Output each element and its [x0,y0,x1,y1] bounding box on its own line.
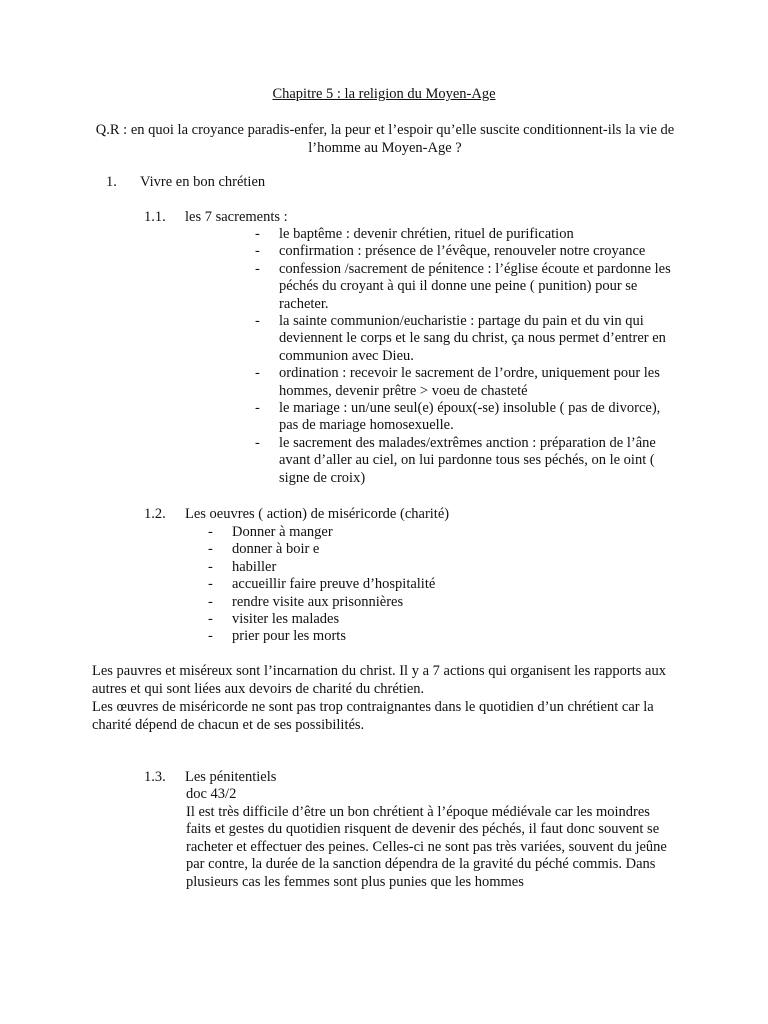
list-item [208,594,508,611]
list-dash: - [255,434,260,451]
list-dash: - [208,628,213,645]
list-dash: - [208,593,213,610]
list-item [208,628,508,645]
list-item-text: confirmation : présence de l’évêque, renouveler notre croyance [279,243,646,260]
list-item-text: la sainte communion/eucharistie : partage du pain et du vin qui deviennent le corps et le sang du christ, ça nous permet d’entrer en communion avec Dieu. [279,313,666,364]
section-1-2-title: Les oeuvres ( action) de miséricorde (charité) [185,506,450,522]
list-item [255,435,675,487]
list-dash: - [255,313,260,330]
list-item-text: prier pour les morts [232,628,346,645]
section-1-1-heading [144,209,288,226]
list-item [255,261,675,313]
list-dash: - [255,226,260,242]
doc-reference: doc 43/2 [186,786,237,802]
list-item-text: le sacrement des malades/extrêmes anction : préparation de l’âne avant d’aller au ciel, on lui pardonne tous ses péchés, on le oint ( signe de croix) [279,434,656,486]
list-item [208,611,508,628]
list-dash: - [208,576,213,593]
body-paragraph [92,662,692,734]
oeuvres-list [208,524,508,646]
list-item [208,524,508,541]
list-dash: - [255,243,260,260]
list-item [255,313,675,365]
list-item [255,226,675,243]
list-item-text: visiter les malades [232,611,340,628]
list-item [255,243,675,260]
list-item-text: ordination : recevoir le sacrement de l’ordre, uniquement pour les hommes, devenir prêtre > voeu de chasteté [279,365,660,399]
paragraph-line-2: Les œuvres de miséricorde ne sont pas trop contraignantes dans le quotidien d’un chrétient car la charité dépend de chacun et de ses possibilités. [92,699,654,733]
list-dash: - [208,524,213,540]
list-item [255,400,675,435]
list-dash: - [255,365,260,382]
penitentiels-text: Il est très difficile d’être un bon chrétient à l’époque médiévale car les moindres faits et gestes du quotidien risquent de devenir des péchés, il faut donc souvent se racheter et effectuer des peines. Celles-ci ne sont pas très variées, souvent du jeûne par contre, la durée de la sanction dépendra de la gravité du péché commis. Dans plusieurs cas les femmes sont plus punies que les hommes [186,803,667,890]
list-item-text: le mariage : un/une seul(e) époux(-se) insoluble ( pas de divorce), pas de mariage homosexuelle. [279,400,661,434]
list-dash: - [255,400,260,417]
list-dash: - [208,541,213,558]
list-dash: - [255,260,260,277]
list-item-text: confession /sacrement de pénitence : l’église écoute et pardonne les péchés du croyant à qui il donne une peine ( punition) pour se racheter. [279,260,671,312]
section-1-title: Vivre en bon chrétien [140,174,266,190]
penitentiels-body [186,786,676,892]
section-1-3-title: Les pénitentiels [185,769,277,785]
list-item [208,576,508,593]
list-item-text: le baptême : devenir chrétien, rituel de purification [279,226,574,242]
chapter-title: Chapitre 5 : la religion du Moyen-Age [272,86,496,102]
section-1-heading [106,174,265,191]
section-1-1-number: 1.1. [144,209,166,225]
section-1-2-number: 1.2. [144,506,166,522]
list-item-text: donner à boir e [232,541,320,558]
list-item [208,559,508,576]
sacrements-list [255,226,675,487]
section-1-number: 1. [106,174,117,190]
list-item-text: habiller [232,558,277,575]
paragraph-line-1: Les pauvres et miséreux sont l’incarnation du christ. Il y a 7 actions qui organisent les rapports aux autres et qui sont liées aux devoirs de charité du chrétien. [92,663,666,697]
list-item-text: accueillir faire preuve d’hospitalité [232,576,436,593]
section-1-3-heading [144,769,276,786]
section-1-3-number: 1.3. [144,769,166,785]
list-item [255,365,675,400]
list-dash: - [208,611,213,628]
list-dash: - [208,558,213,575]
list-item-text: rendre visite aux prisonnières [232,593,404,610]
section-1-2-heading [144,506,449,523]
section-1-1-title: les 7 sacrements : [185,209,288,225]
research-question: Q.R : en quoi la croyance paradis-enfer, la peur et l’espoir qu’elle suscite conditionnent-ils la vie de l’homme au Moyen-Age ? [95,122,675,156]
list-item [208,541,508,558]
list-item-text: Donner à manger [232,524,333,540]
